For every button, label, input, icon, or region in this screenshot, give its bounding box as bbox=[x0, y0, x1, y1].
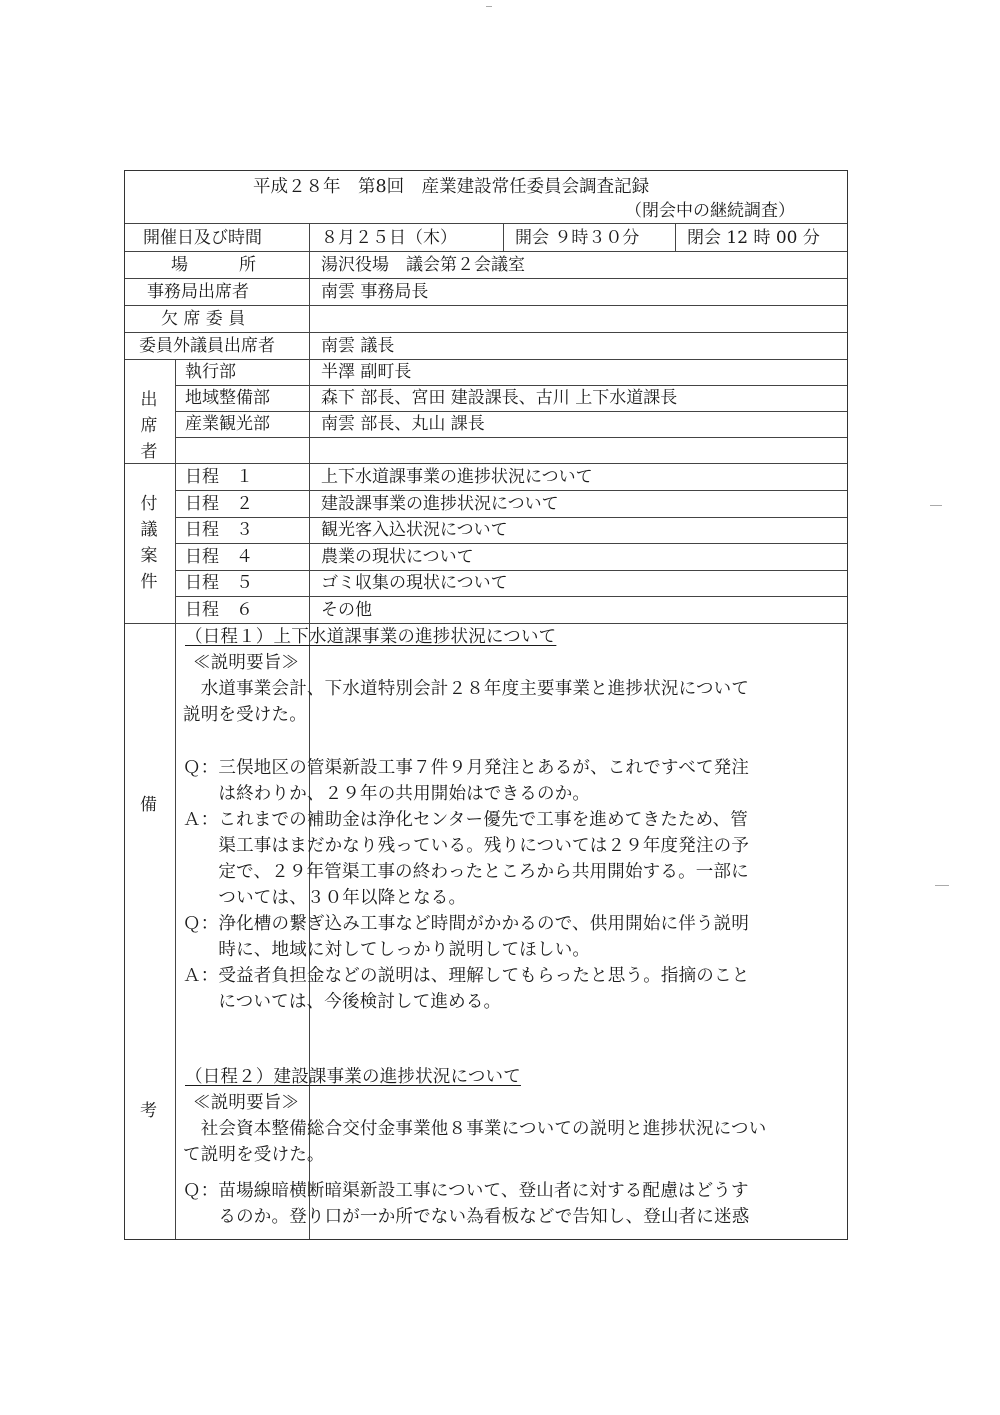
attendees-label bbox=[139, 387, 159, 465]
divider bbox=[175, 385, 847, 386]
label-char: 者 bbox=[140, 442, 158, 462]
attendee-dept: 地域整備部 bbox=[185, 388, 270, 408]
qa-line: Ａ：受益者負担金などの説明は、理解してもらったと思う。指摘のこと bbox=[183, 966, 750, 986]
agenda-label bbox=[139, 491, 159, 595]
divider bbox=[175, 517, 847, 518]
divider bbox=[175, 570, 847, 571]
summary-line: て説明を受けた。 bbox=[183, 1145, 325, 1165]
agenda-item-label: 日程 ６ bbox=[185, 599, 253, 620]
divider bbox=[175, 437, 847, 438]
remarks-label-top: 備 bbox=[140, 795, 157, 815]
qa-line: は終わりか、２９年の共用開始はできるのか。 bbox=[183, 784, 591, 804]
remarks-label-bottom: 考 bbox=[140, 1101, 157, 1121]
agenda-item-label: 日程 ５ bbox=[185, 573, 253, 593]
divider bbox=[125, 278, 847, 279]
qa-line: Ｑ：苗場線暗横断暗渠新設工事について、登山者に対する配慮はどうす bbox=[183, 1181, 749, 1201]
qa-line: ついては、３０年以降となる。 bbox=[183, 888, 467, 908]
label-char: 議 bbox=[140, 520, 158, 540]
divider bbox=[175, 490, 847, 491]
non-member-value: 南雲 議長 bbox=[321, 336, 395, 356]
date-value: ８月２５日（木） bbox=[321, 228, 457, 248]
qa-line: 時に、地域に対してしっかり説明してほしい。 bbox=[183, 940, 591, 960]
attendee-names: 半澤 副町長 bbox=[321, 362, 412, 382]
qa-line: 定で、２９年管渠工事の終わったところから共用開始する。一部に bbox=[183, 862, 749, 882]
section-heading: （日程１）上下水道課事業の進捗状況について bbox=[185, 627, 557, 647]
agenda-item-title: その他 bbox=[321, 599, 372, 620]
agenda-item-title: 上下水道課事業の進捗状況について bbox=[321, 467, 593, 487]
divider bbox=[175, 411, 847, 412]
divider bbox=[175, 543, 847, 544]
agenda-item-title: 観光客入込状況について bbox=[321, 520, 508, 540]
summary-line: 社会資本整備総合交付金事業他８事業についての説明と進捗状況につい bbox=[183, 1119, 767, 1139]
divider bbox=[125, 359, 847, 360]
scan-speck bbox=[935, 885, 949, 886]
summary-line: 水道事業会計、下水道特別会計２８年度主要事業と進捗状況について bbox=[183, 679, 750, 699]
agenda-item-label: 日程 ３ bbox=[185, 520, 253, 540]
secretariat-value: 南雲 事務局長 bbox=[321, 282, 429, 302]
agenda-item-title: 建設課事業の進捗状況について bbox=[321, 493, 559, 514]
divider bbox=[503, 223, 504, 251]
document-title: 平成２８年 第8回 産業建設常任委員会調査記録 bbox=[253, 177, 650, 197]
label-char: 件 bbox=[140, 572, 158, 592]
divider bbox=[125, 463, 847, 464]
label-char: 付 bbox=[140, 494, 158, 514]
divider bbox=[125, 332, 847, 333]
divider bbox=[175, 596, 847, 597]
agenda-item-label: 日程 ４ bbox=[185, 546, 253, 567]
attendee-names: 南雲 部長、丸山 課長 bbox=[321, 414, 485, 434]
label-char: 席 bbox=[140, 416, 158, 436]
open-time: 開会 ９時３０分 bbox=[515, 228, 640, 248]
qa-line: 渠工事はまだかなり残っている。残りについては２９年度発注の予 bbox=[183, 836, 750, 856]
qa-line: るのか。登り口が一か所でない為看板などで告知し、登山者に迷惑 bbox=[183, 1207, 750, 1227]
scan-speck bbox=[486, 6, 492, 7]
place-label: 場 所 bbox=[171, 255, 256, 275]
qa-line: Ｑ：浄化槽の繋ぎ込み工事など時間がかかるので、供用開始に伴う説明 bbox=[183, 914, 750, 934]
divider bbox=[125, 623, 847, 624]
secretariat-label: 事務局出席者 bbox=[147, 282, 249, 302]
date-label: 開催日及び時間 bbox=[143, 228, 262, 248]
qa-line: Ｑ：三俣地区の管渠新設工事７件９月発注とあるが、これですべて発注 bbox=[183, 758, 750, 778]
divider bbox=[125, 223, 847, 224]
divider bbox=[125, 251, 847, 252]
label-char: 出 bbox=[140, 390, 158, 410]
section-heading: （日程２）建設課事業の進捗状況について bbox=[185, 1067, 521, 1087]
attendee-dept: 執行部 bbox=[185, 362, 236, 382]
close-time: 閉会 12 時 00 分 bbox=[687, 228, 820, 248]
agenda-item-label: 日程 １ bbox=[185, 467, 253, 487]
agenda-item-title: ゴミ収集の現状について bbox=[321, 573, 508, 593]
summary-label: ≪説明要旨≫ bbox=[193, 653, 300, 673]
agenda-item-label: 日程 ２ bbox=[185, 493, 253, 514]
summary-label: ≪説明要旨≫ bbox=[193, 1093, 300, 1113]
summary-line: 説明を受けた。 bbox=[183, 705, 307, 725]
agenda-item-title: 農業の現状について bbox=[321, 546, 474, 567]
qa-line: については、今後検討して進める。 bbox=[183, 992, 502, 1012]
document-subtitle: （閉会中の継続調査） bbox=[625, 201, 795, 221]
scan-speck bbox=[930, 505, 942, 506]
divider bbox=[175, 359, 176, 1239]
divider bbox=[675, 223, 676, 251]
label-char: 案 bbox=[140, 546, 158, 566]
record-table bbox=[124, 170, 848, 1240]
non-member-label: 委員外議員出席者 bbox=[139, 336, 275, 356]
place-value: 湯沢役場 議会第２会議室 bbox=[321, 255, 525, 275]
attendee-names: 森下 部長、宮田 建設課長、古川 上下水道課長 bbox=[321, 388, 678, 408]
qa-line: Ａ：これまでの補助金は浄化センター優先で工事を進めてきたため、管 bbox=[183, 810, 748, 830]
attendee-dept: 産業観光部 bbox=[185, 414, 270, 434]
divider bbox=[125, 305, 847, 306]
absent-label: 欠 席 委 員 bbox=[161, 309, 246, 329]
